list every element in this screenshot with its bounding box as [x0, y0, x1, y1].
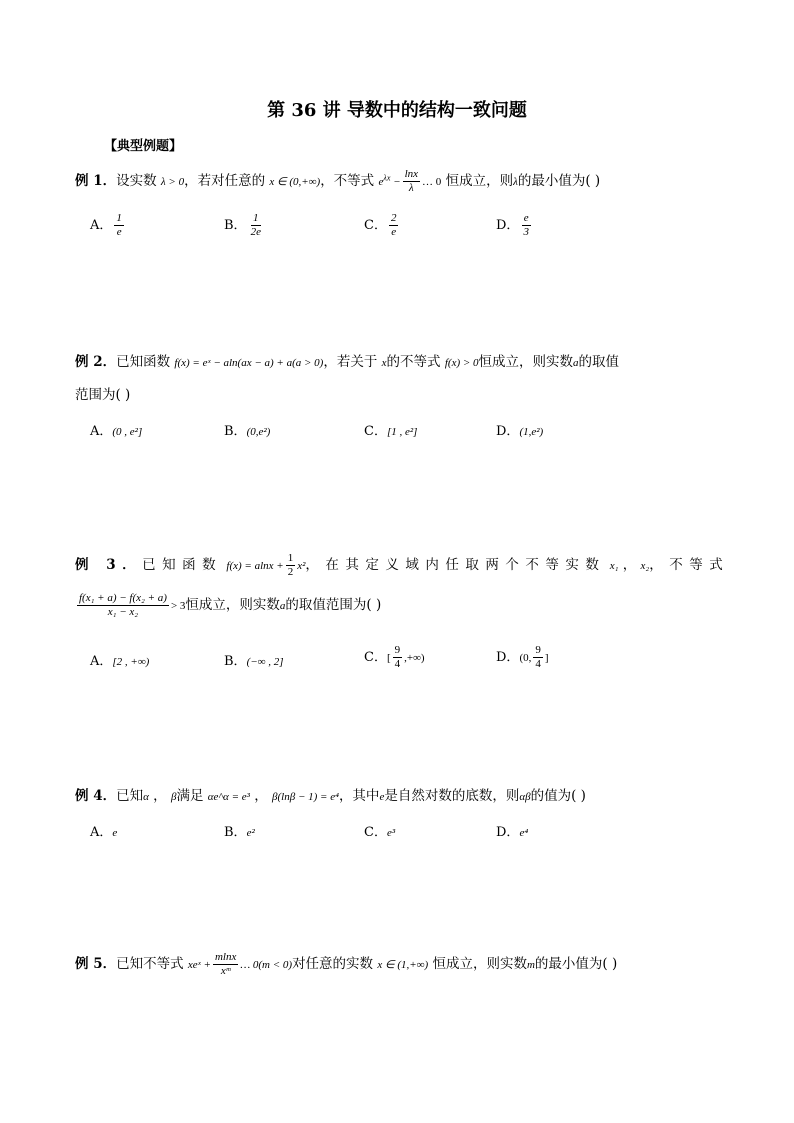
math-variable: x₂ — [640, 560, 650, 572]
math-expression: αe^α = e³ — [207, 791, 250, 803]
question-3: 例 3．已知函数 f(x) = alnx + $\frac{1}{2}$ x²，在其定义域内任取两个不等实数 x₁ ， x₂，不等式 — [75, 552, 730, 578]
option-b[interactable]: B．(−∞ , 2] — [224, 654, 284, 669]
question-text: 满足 — [176, 788, 204, 804]
question-text: 已知不等式 — [116, 956, 184, 972]
option-a[interactable]: A． $\frac{1}{e}$ — [90, 212, 122, 238]
math-expression: … 0 — [422, 176, 442, 188]
question-label: 例 5． — [75, 956, 117, 972]
question-text: 的值为( ) — [530, 788, 586, 804]
math-expression: β(lnβ − 1) = e⁴ — [272, 791, 339, 803]
math-fraction: $\frac{1}{2}$ — [287, 552, 294, 578]
math-expression: x ∈ (0,+∞) — [269, 176, 321, 188]
math-expression: > 3 — [170, 600, 186, 612]
question-label: 例 1． — [75, 173, 117, 189]
math-variable: m — [526, 959, 535, 971]
math-expression: x ∈ (1,+∞) — [377, 959, 429, 971]
question-text: 的最小值为( ) — [534, 956, 618, 972]
option-a[interactable]: A．e — [90, 825, 118, 840]
question-text: 恒成立，则实数 — [478, 354, 574, 370]
math-expression: … 0(m < 0) — [240, 959, 293, 971]
question-2 — [75, 352, 619, 373]
question-text: 的不等式 — [386, 354, 441, 370]
question-label: 例 3． — [75, 557, 143, 573]
option-c[interactable]: C． $\frac{2}{e}$ — [364, 212, 397, 238]
option-d[interactable]: D． $\frac{e}{3}$ — [496, 212, 529, 238]
question-text: 恒成立，则实数 — [432, 956, 527, 972]
math-expression: x² — [297, 560, 306, 572]
question-text: ，在其定义域内任取两个不等实数 — [305, 557, 606, 573]
math-expression: xeˣ + — [187, 959, 211, 971]
page-title: 第 36 讲 导数中的结构一致问题 — [267, 100, 527, 121]
option-c[interactable]: C．[1 , e²] — [364, 424, 418, 439]
math-variable: λ — [513, 176, 518, 188]
question-text: 恒成立，则实数 — [185, 597, 280, 613]
question-text: 的最小值为( ) — [517, 173, 601, 189]
option-d[interactable]: D．(1,e²) — [496, 424, 544, 439]
option-d[interactable]: D．(0, $\frac{9}{4}$ ] — [496, 644, 549, 670]
math-fraction: $\frac{\text{f(x₁ + a) − f(x₂ + a)}}{\text{x₁ − x₂}}$ — [79, 592, 167, 618]
math-expression: f(x) = alnx + — [226, 560, 284, 572]
option-b[interactable]: B． $\frac{1}{2e}$ — [224, 212, 261, 238]
question-text: 的取值 — [578, 354, 620, 370]
question-label: 例 2． — [75, 354, 117, 370]
option-d[interactable]: D．e⁴ — [496, 825, 529, 840]
math-fraction: $\frac{\ln x}{\lambda}$ — [404, 168, 419, 194]
option-a[interactable]: A．(0 , e²] — [90, 424, 143, 439]
option-c[interactable]: C．e³ — [364, 825, 396, 840]
question-text: 是自然对数的底数，则 — [384, 788, 520, 804]
question-label: 例 4． — [75, 788, 117, 804]
option-b[interactable]: B．e² — [224, 825, 255, 840]
question-3-line-2 — [75, 592, 381, 619]
question-text: 的取值范围为( ) — [285, 597, 382, 613]
question-text: 恒成立，则 — [445, 173, 514, 189]
question-text: ，不等式 — [649, 557, 730, 573]
section-heading: 【典型例题】 — [104, 139, 183, 154]
math-variable: e — [379, 791, 385, 803]
math-fraction: $\frac{mlnx}{\text{xᵐ}}$ — [214, 951, 237, 977]
math-expression: λ > 0 — [160, 176, 185, 188]
math-variable: α — [143, 791, 149, 803]
math-variable: a — [279, 600, 286, 612]
math-expression: $e^{\lambda x}$ − — [378, 173, 401, 188]
question-text: ，其中 — [338, 788, 380, 804]
math-variable: a — [573, 357, 579, 369]
option-c[interactable]: C．[ $\frac{9}{4}$ ,+∞) — [364, 644, 425, 670]
question-text: 对任意的实数 — [292, 956, 374, 972]
question-2-line-2: 范围为( ) — [75, 387, 131, 403]
question-text: ，若对任意的 — [184, 173, 266, 189]
question-1 — [75, 168, 600, 195]
question-5 — [75, 951, 617, 978]
question-text: 设实数 — [116, 173, 157, 189]
math-variable: β — [170, 791, 177, 803]
question-text: 已知函数 — [116, 354, 171, 370]
option-a[interactable]: A．[2 , +∞) — [90, 654, 150, 669]
question-text: ，若关于 — [323, 354, 378, 370]
question-text: ，不等式 — [320, 173, 375, 189]
math-variable: x — [381, 357, 387, 369]
math-expression: f(x) > 0 — [444, 357, 479, 369]
math-expression: f(x) = eˣ − aln(ax − a) + a(a > 0) — [174, 357, 324, 369]
question-text: 已知函数 — [142, 557, 223, 573]
math-expression: αβ — [519, 791, 531, 803]
question-4: 例 4．已知α ， β满足 αe^α = e³ ， β(lnβ − 1) = e⁴，其中e是自然对数的底数，则αβ的值为( ) — [75, 788, 586, 804]
option-b[interactable]: B．(0,e²) — [224, 424, 271, 439]
question-text: 已知 — [116, 788, 144, 804]
math-variable: x₁ — [609, 560, 619, 572]
